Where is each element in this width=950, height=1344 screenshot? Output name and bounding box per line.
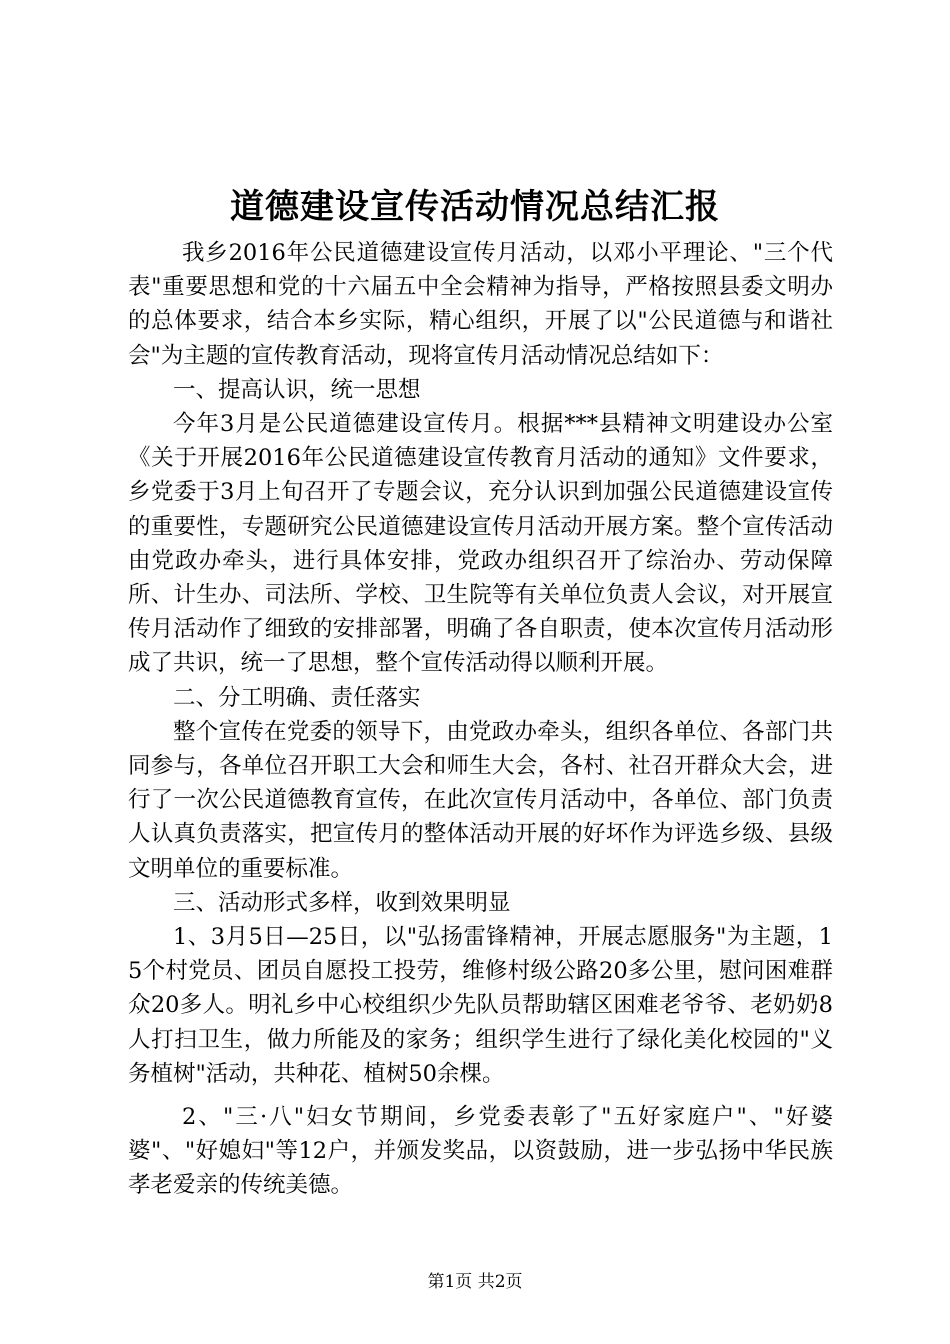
section-paragraph-1: 今年3月是公民道德建设宣传月。根据***县精神文明建设办公室《关于开展2016年公民道德建设宣传教育月活动的通知》文件要求，乡党委于3月上旬召开了专题会议，充分认识到加强公民道德建设宣传的重要性，专题研究公民道德建设宣传月活动开展方案。整个宣传活动由党政办牵头，进行具体安排，党政办组织召开了综治办、劳动保障所、计生办、司法所、学校、卫生院等有关单位负责人会议，对开展宣传月活动作了细致的安排部署，明确了各自职责，使本次宣传月活动形成了共识，统一了思想，整个宣传活动得以顺利开展。 — [128, 411, 833, 677]
document-body — [128, 236, 833, 1203]
section-heading-1: 一、提高认识，统一思想 — [173, 376, 421, 403]
section-heading-3: 三、活动形式多样，收到效果明显 — [173, 889, 511, 916]
activity-item-2: 2、"三·八"妇女节期间，乡党委表彰了"五好家庭户"、"好婆婆"、"好媳妇"等12户，并颁发奖品，以资鼓励，进一步弘扬中华民族孝老爱亲的传统美德。 — [128, 1104, 833, 1199]
activity-item-1: 1、3月5日—25日，以"弘扬雷锋精神，开展志愿服务"为主题，15个村党员、团员自愿投工投劳，维修村级公路20多公里，慰问困难群众20多人。明礼乡中心校组织少先队员帮助辖区困难老爷爷、老奶奶8人打扫卫生，做力所能及的家务；组织学生进行了绿化美化校园的"义务植树"活动，共种花、植树50余棵。 — [128, 924, 833, 1087]
section-paragraph-2: 整个宣传在党委的领导下，由党政办牵头，组织各单位、各部门共同参与，各单位召开职工大会和师生大会，各村、社召开群众大会，进行了一次公民道德教育宣传，在此次宣传月活动中，各单位、部门负责人认真负责落实，把宣传月的整体活动开展的好坏作为评选乡级、县级文明单位的重要标准。 — [128, 718, 833, 882]
intro-paragraph: 我乡2016年公民道德建设宣传月活动，以邓小平理论、"三个代表"重要思想和党的十六届五中全会精神为指导，严格按照县委文明办的总体要求，结合本乡实际，精心组织，开展了以"公民道德与和谐社会"为主题的宣传教育活动，现将宣传月活动情况总结如下： — [128, 240, 833, 369]
document-title: 道德建设宣传活动情况总结汇报 — [230, 187, 720, 227]
section-heading-2: 二、分工明确、责任落实 — [173, 684, 421, 711]
page-number-footer: 第1页 共2页 — [427, 1272, 523, 1292]
